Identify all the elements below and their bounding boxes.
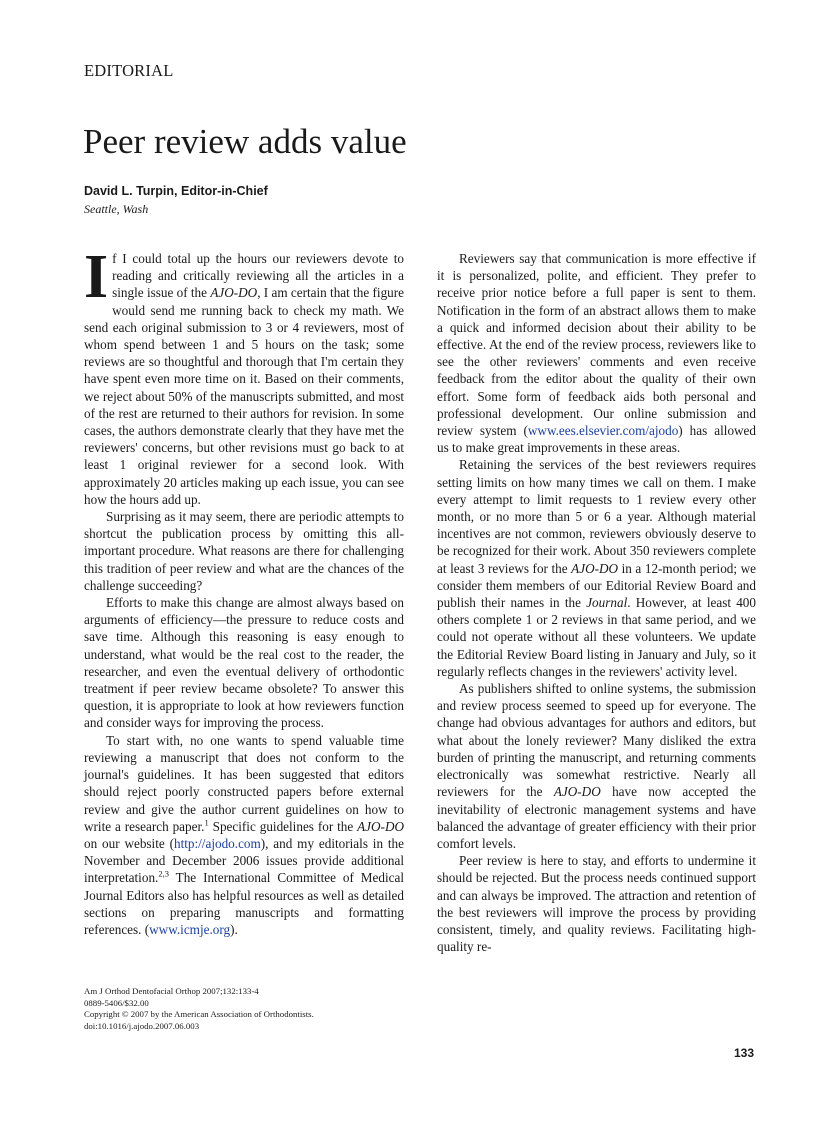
citation-block bbox=[84, 986, 314, 1032]
paragraph: To start with, no one wants to spend valuable time reviewing a manuscript that does not conform to the journal's guidelines. It has been suggested that editors should reject poorly constructed papers before external review and give the author current guidelines on how to write a research paper.$^1$ Specific guidelines for the AJO-DO on our website (http://ajodo.com), and my editorials in the November and December 2006 issues provide additional interpretation.$^{2,3}$ The International Committee of Medical Journal Editors also has helpful resources as well as detailed sections on preparing manuscripts and formatting references. (www.icmje.org). bbox=[84, 732, 404, 937]
left-column bbox=[84, 243, 405, 938]
footnote-ref-1[interactable]: 1 bbox=[204, 817, 209, 828]
author-name: David L. Turpin, Editor-in-Chief bbox=[84, 184, 268, 198]
paragraph: As publishers shifted to online systems, the submission and review process seemed to speed up for everyone. The change had obvious advantages for authors and editors, but what about the lonely reviewer? Many disliked the extra burden of printing the manuscript, and returning comments electronically was somewhat restrictive. Nearly all reviewers for the AJO-DO have now accepted the inevitability of electronic management systems and have balanced the advantage of greater efficiency with their prior comfort levels. bbox=[437, 681, 756, 851]
article-title: Peer review adds value bbox=[83, 122, 407, 161]
ajodo-link[interactable]: http://ajodo.com bbox=[173, 835, 261, 851]
citation: Am J Orthod Dentofacial Orthop 2007;132:133-4 bbox=[84, 986, 259, 996]
issn: 0889-5406/$32.00 bbox=[84, 997, 149, 1008]
page-number: 133 bbox=[734, 1046, 755, 1060]
section-label: EDITORIAL bbox=[84, 61, 174, 80]
paragraph: Reviewers say that communication is more effective if it is personalized, polite, and efficient. They prefer to receive prior notice before a full paper is sent to them. Notification in the form of an abstract allows them to make a quick and informed decision about their ability to be effective. At the end of the review process, reviewers like to see the other reviewers' comments and even receive feedback from the editor about the quality of their own effort. Some form of feedback aids both personal and professional development. Our online submission and review system (www.ees.elsevier.com/ajodo) has allowed us to make great improvements in these areas. bbox=[437, 251, 757, 456]
paragraph: Surprising as it may seem, there are periodic attempts to shortcut the publication process by omitting this all-important procedure. What reasons are there for challenging this tradition of peer review and what are the chances of the challenge succeeding? bbox=[84, 509, 404, 593]
paragraph: If I could total up the hours our reviewers devote to reading and critically reviewing all the articles in a single issue of the AJO-DO, I am certain that the figure would send me running back to check my math. We send each original submission to 3 or 4 reviewers, most of whom spend between 1 and 5 hours on the task; some reviews are so thoughtful and thorough that I'm certain they have spent even more time on it. Based on their comments, we reject about 50% of the manuscripts submitted, and most of the rest are returned to their authors for revision. In some cases, the authors demonstrate clearly that they have met the reviewers' concerns, but other revisions must go back to at least 1 original reviewer for a second look. With approximately 20 articles making up each issue, you can see how the hours add up. bbox=[84, 243, 405, 507]
drop-cap: I bbox=[84, 243, 109, 311]
copyright: Copyright © 2007 by the American Association of Orthodontists. bbox=[84, 1009, 314, 1020]
icmje-link[interactable]: www.icmje.org bbox=[149, 921, 231, 937]
footnote-ref-2-3[interactable]: 2,3 bbox=[158, 868, 169, 879]
right-column bbox=[437, 250, 756, 955]
paragraph: Peer review is here to stay, and efforts to undermine it should be rejected. But the process needs continued support and can always be improved. The attraction and retention of the best reviewers will improve the process by providing consistent, timely, and quality reviews. Facilitating high-quality re- bbox=[437, 853, 756, 955]
paragraph: Efforts to make this change are almost always based on arguments of efficiency—the pressure to reduce costs and save time. Although this reasoning is easy enough to understand, what would be the real cost to the reader, the researcher, and even the eventual delivery of orthodontic treatment if peer review became obsolete? To answer this question, it is appropriate to look at how reviewers function and consider ways for improving the process. bbox=[84, 595, 404, 731]
ees-elsevier-link[interactable]: www.ees.elsevier.com/ajodo bbox=[527, 423, 679, 439]
author-affiliation: Seattle, Wash bbox=[84, 202, 149, 216]
paragraph: Retaining the services of the best reviewers requires setting limits on how many times we call on them. I make every attempt to limit requests to 1 review every other month, or no more than 5 or 6 a year. Although material incentives are not common, reviewers obviously deserve to be recognized for their work. About 350 reviewers complete at least 3 reviews for the AJO-DO in a 12-month period; we consider them members of our Editorial Review Board and publish their names in the Journal. However, at least 400 others complete 1 or 2 reviews in that same period, and we could not operate without all these volunteers. We update the Editorial Review Board listing in January and July, so it regularly reflects changes in the reviewers' activity level. bbox=[437, 457, 756, 679]
doi: doi:10.1016/j.ajodo.2007.06.003 bbox=[84, 1020, 200, 1031]
